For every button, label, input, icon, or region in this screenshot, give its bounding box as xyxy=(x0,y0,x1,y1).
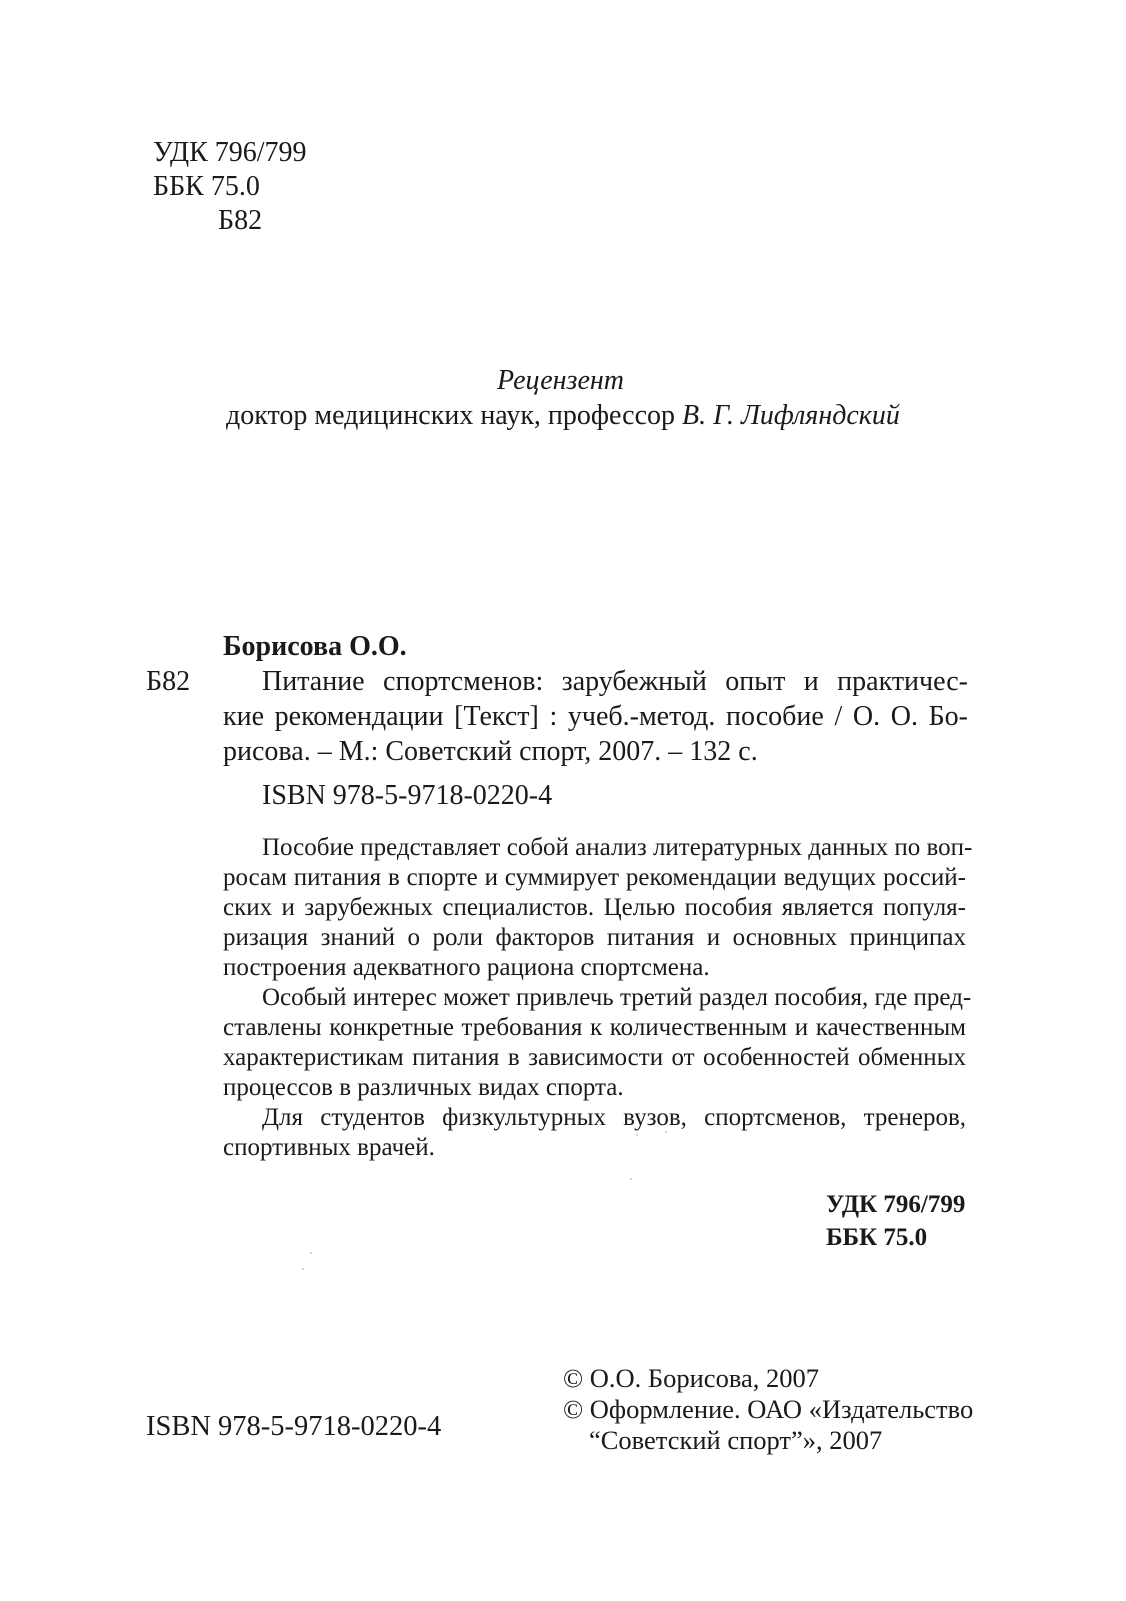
annotation-line: росам питания в спорте и суммирует рекомендации ведущих россий- xyxy=(223,864,966,891)
annotation-line: спортивных врачей. xyxy=(223,1134,435,1161)
copyright-author: © О.О. Борисова, 2007 xyxy=(563,1363,819,1393)
reviewer-line xyxy=(226,399,900,433)
annotation-line: построения адекватного рациона спортсмена. xyxy=(223,954,710,981)
annotation-line: Для студентов физкультурных вузов, спортсменов, тренеров, xyxy=(262,1104,966,1131)
annotation-line: ских и зарубежных специалистов. Целью пособия является популя- xyxy=(223,894,966,921)
copyright-design: © Оформление. ОАО «Издательство xyxy=(563,1394,974,1424)
copyright-publisher: “Советский спорт”», 2007 xyxy=(589,1425,883,1455)
scan-speck xyxy=(665,1131,667,1133)
reviewer-position: доктор медицинских наук, профессор xyxy=(226,400,683,431)
annotation-line: ризация знаний о роли факторов питания и основных принципах xyxy=(223,924,966,951)
author-mark-side: Б82 xyxy=(146,666,191,697)
annotation-line: процессов в различных видах спорта. xyxy=(223,1074,624,1101)
bibliographic-line: кие рекомендации [Текст] : учеб.-метод. пособие / О. О. Бо- xyxy=(223,701,968,732)
scan-speck xyxy=(636,1134,638,1136)
author-mark-top: Б82 xyxy=(218,205,263,236)
annotation-line: Пособие представляет собой анализ литературных данных по воп- xyxy=(262,834,973,861)
scan-speck xyxy=(302,1268,304,1270)
bbk-code-top: ББК 75.0 xyxy=(153,171,260,202)
annotation-line: ставлены конкретные требования к количественным и качественным xyxy=(223,1014,966,1041)
reviewer-name: В. Г. Лифляндский xyxy=(682,400,900,431)
bibliographic-line: Питание спортсменов: зарубежный опыт и практичес- xyxy=(262,666,968,697)
annotation-line: Особый интерес может привлечь третий раздел пособия, где пред- xyxy=(262,984,972,1011)
annotation-line: характеристикам питания в зависимости от особенностей обменных xyxy=(223,1044,966,1071)
isbn-bottom: ISBN 978-5-9718-0220-4 xyxy=(146,1411,442,1442)
reviewer-heading: Рецензент xyxy=(497,365,624,396)
book-author: Борисова О.О. xyxy=(223,631,407,662)
bbk-code-bottom: ББК 75.0 xyxy=(826,1224,928,1251)
scan-speck xyxy=(310,1252,312,1254)
bibliographic-line: рисова. – М.: Советский спорт, 2007. – 132 с. xyxy=(223,736,758,767)
udk-code-bottom: УДК 796/799 xyxy=(826,1191,966,1218)
isbn-record: ISBN 978-5-9718-0220-4 xyxy=(262,780,553,811)
scan-speck xyxy=(630,1178,632,1180)
udk-code-top: УДК 796/799 xyxy=(153,137,307,168)
